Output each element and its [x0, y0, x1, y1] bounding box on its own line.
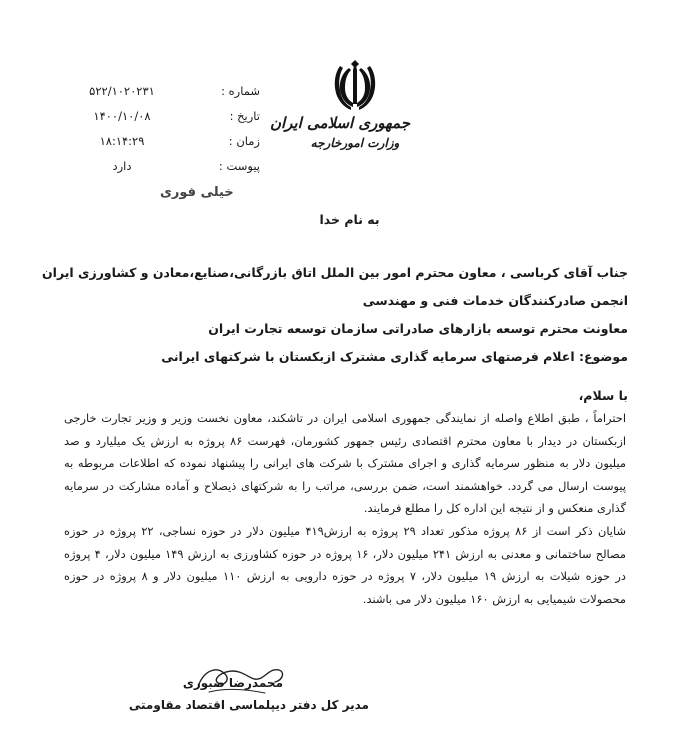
meta-value: دارد: [112, 159, 132, 173]
letter-body: [64, 407, 626, 610]
iran-emblem-icon: [332, 60, 378, 112]
addressee-line: معاونت محترم توسعه بازارهای صادراتی سازمان توسعه تجارت ایران: [208, 321, 628, 336]
subject-line: موضوع: اعلام فرصتهای سرمایه گذاری مشترک ازبکستان با شرکتهای ایرانی: [161, 349, 628, 364]
addressee-line: جناب آقای کرباسی ، معاون محترم امور بین الملل اتاق بازرگانی،صنایع،معادن و کشاورزی ایران: [42, 265, 628, 280]
letterhead: [269, 60, 410, 185]
meta-row-date: [66, 109, 276, 134]
meta-value: ۵۲۲/۱۰۲۰۲۳۱: [89, 84, 155, 98]
meta-label: شماره :: [221, 84, 260, 98]
meta-value: ۱۸:۱۴:۲۹: [99, 134, 145, 148]
urgency-label: خیلی فوری: [160, 185, 234, 200]
ministry-title: وزارت امورخارجه: [310, 136, 400, 150]
meta-row-number: [66, 84, 276, 109]
meta-label: پیوست :: [218, 159, 260, 173]
meta-value: ۱۴۰۰/۱۰/۰۸: [93, 109, 151, 123]
signer-name: محمدرضا صبوری: [182, 676, 283, 690]
republic-title: جمهوری اسلامی ایران: [269, 114, 410, 132]
signer-title: مدیر کل دفتر دیپلماسی اقتصاد مقاومتی: [128, 698, 369, 712]
meta-row-time: [66, 134, 276, 159]
body-paragraph: احتراماً ، طبق اطلاع واصله از نمایندگی جمهوری اسلامی ایران در تاشکند، معاون نخست وزیر و وزیر تجارت خارجی ازبکستان در دیدار با معاون محترم اقتصادی رئیس جمهور کشورمان، فهرست ۸۶ پروژه به ارزش یک میلیارد و صد میلیون دلار به منظور سرمایه گذاری و اجرای مشترک با شرکت های ایرانی را پیشنهاد نموده که اطلاعات مربوطه به پیوست ارسال می گردد. خواهشمند است، ضمن بررسی، مراتب را به شرکتهای ذیصلاح و آماده مشارکت در سرمایه گذاری منعکس و از نتیجه این اداره کل را مطلع فرمایند.: [64, 411, 626, 516]
addressee-line: انجمن صادرکنندگان خدمات فنی و مهندسی: [362, 293, 628, 308]
greeting: با سلام،: [578, 388, 628, 403]
meta-row-attachment: [66, 159, 276, 184]
letter-meta: [66, 84, 276, 184]
meta-label: زمان :: [228, 134, 260, 148]
bismillah: به نام خدا: [319, 212, 380, 227]
body-paragraph: شایان ذکر است از ۸۶ پروژه مذکور تعداد ۲۹ پروژه به ارزش۴۱۹ میلیون دلار در حوزه نساجی، ۲۲ پروژه در حوزه مصالح ساختمانی و معدنی به ارزش ۲۴۱ میلیون دلار، ۱۶ پروژه در حوزه کشاورزی به ارزش ۱۴۹ میلیون دلار، ۴ پروژه در حوزه شیلات به ارزش ۱۹ میلیون دلار، ۷ پروژه در حوزه دارویی به ارزش ۱۱۰ میلیون دلار و ۸ پروژه در حوزه محصولات شیمیایی به ارزش ۱۶۰ میلیون دلار می باشند.: [64, 523, 627, 606]
meta-label: تاریخ :: [229, 109, 260, 123]
